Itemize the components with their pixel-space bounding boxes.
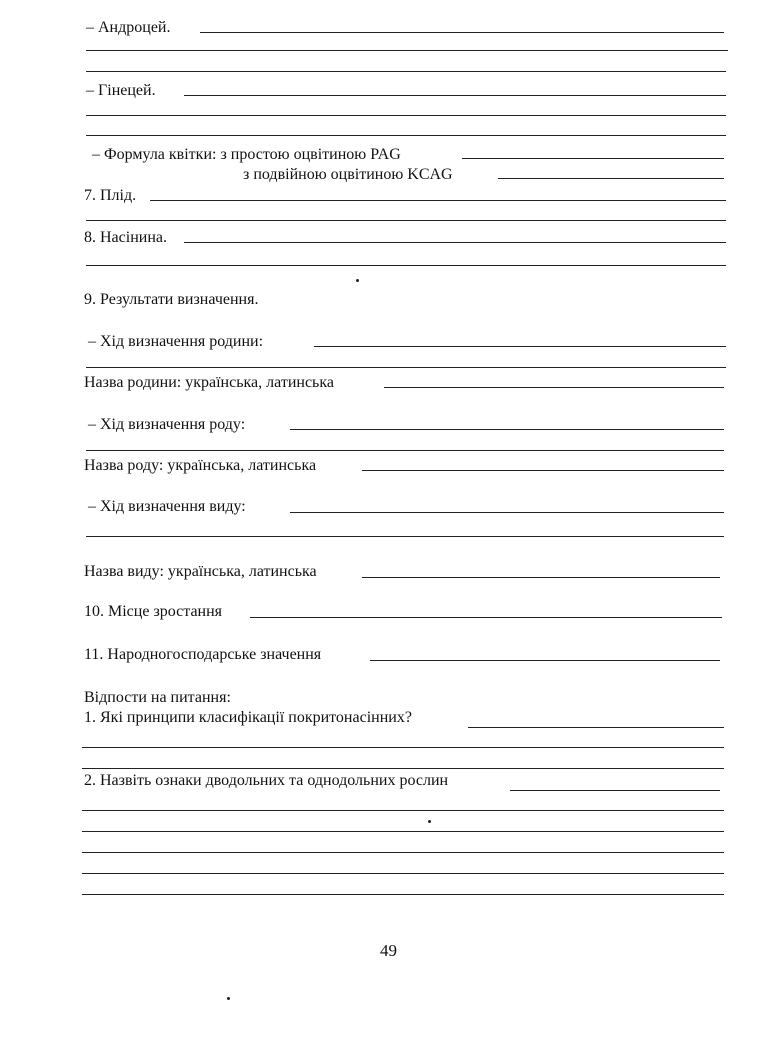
answer-line[interactable]	[86, 50, 728, 51]
genus-course-label: – Хід визначення роду:	[88, 416, 246, 433]
seed-label: 8. Насінина.	[84, 229, 167, 246]
answer-line[interactable]	[462, 158, 724, 159]
androecium-label: – Андроцей.	[86, 19, 171, 36]
flower-formula-double: з подвійною оцвітиною KCAG	[243, 166, 453, 183]
scan-speck	[428, 820, 431, 823]
questions-heading: Відпости на питання:	[84, 689, 231, 706]
answer-line[interactable]	[468, 727, 724, 728]
answer-line[interactable]	[86, 450, 724, 451]
gynoecium-label: – Гінецей.	[86, 82, 156, 99]
species-course-label: – Хід визначення виду:	[88, 498, 246, 515]
answer-line[interactable]	[290, 512, 724, 513]
species-name-label: Назва виду: українська, латинська	[84, 563, 317, 580]
answer-line[interactable]	[498, 178, 724, 179]
answer-line[interactable]	[200, 32, 724, 33]
answer-line[interactable]	[86, 220, 726, 221]
answer-line[interactable]	[86, 135, 726, 136]
genus-name-label: Назва роду: українська, латинська	[84, 457, 317, 474]
answer-line[interactable]	[314, 346, 726, 347]
answer-line[interactable]	[362, 470, 724, 471]
answer-line[interactable]	[82, 810, 724, 811]
scan-speck	[227, 997, 230, 1000]
answer-line[interactable]	[82, 852, 724, 853]
answer-line[interactable]	[510, 790, 720, 791]
answer-line[interactable]	[82, 831, 724, 832]
answer-line[interactable]	[86, 536, 724, 537]
family-name-label: Назва родини: українська, латинська	[84, 374, 334, 391]
habitat-label: 10. Місце зростання	[84, 603, 223, 620]
scan-speck	[356, 279, 359, 282]
results-label: 9. Результати визначення.	[84, 291, 259, 308]
question-1: 1. Які принципи класифікації покритонасінних?	[84, 709, 412, 726]
economic-value-label: 11. Народногосподарське значення	[84, 646, 322, 663]
answer-line[interactable]	[82, 768, 724, 769]
answer-line[interactable]	[184, 242, 726, 243]
family-course-label: – Хід визначення родини:	[88, 333, 264, 350]
answer-line[interactable]	[86, 265, 726, 266]
answer-line[interactable]	[150, 200, 726, 201]
flower-formula-simple: – Формула квітки: з простою оцвітиною PAG	[92, 146, 401, 163]
question-2: 2. Назвіть ознаки дводольних та однодольних рослин	[84, 772, 449, 789]
answer-line[interactable]	[290, 429, 724, 430]
answer-line[interactable]	[86, 71, 726, 72]
answer-line[interactable]	[362, 577, 720, 578]
answer-line[interactable]	[250, 617, 722, 618]
page-number: 49	[380, 941, 397, 960]
answer-line[interactable]	[82, 747, 724, 748]
fruit-label: 7. Плід.	[84, 187, 137, 204]
answer-line[interactable]	[82, 873, 724, 874]
answer-line[interactable]	[384, 387, 724, 388]
answer-line[interactable]	[184, 95, 726, 96]
answer-line[interactable]	[82, 894, 724, 895]
answer-line[interactable]	[86, 115, 726, 116]
answer-line[interactable]	[370, 660, 720, 661]
answer-line[interactable]	[86, 367, 726, 368]
